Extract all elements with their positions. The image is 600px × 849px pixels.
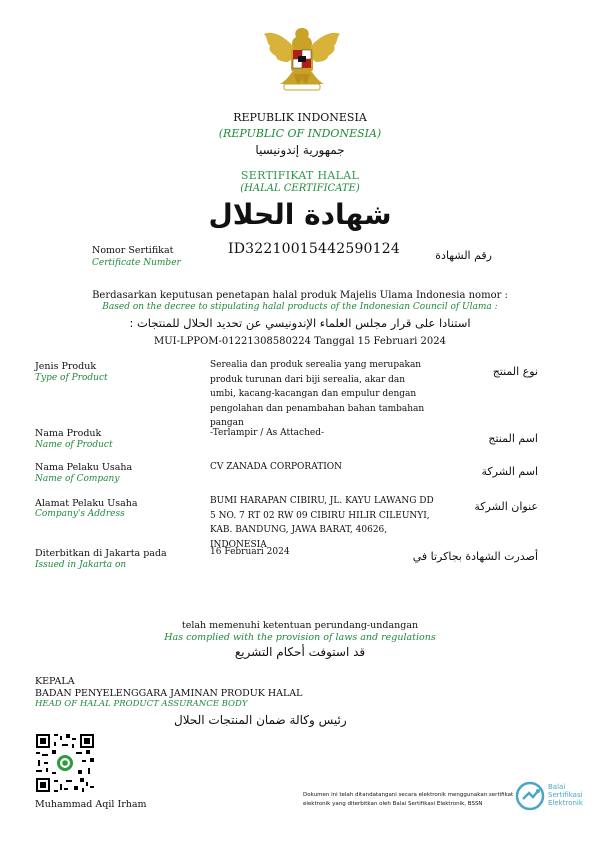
- issued-label-ar: أصدرت الشهادة بجاكرتا في: [412, 550, 538, 563]
- basis-text-en: Based on the decree to stipulating halal products of the Indonesian Council of Ulama :: [102, 302, 498, 312]
- product-name-label-ar: اسم المنتج: [488, 432, 538, 445]
- basis-text-ar: استنادا على قرار مجلس العلماء الإندونيسي عن تحديد الحلال للمنتجات :: [129, 316, 471, 330]
- e-signature-note-line1: Dokumen ini telah ditandatangani secara elektronik menggunakan sertifikat: [303, 792, 514, 798]
- qr-code-icon: [34, 732, 96, 794]
- product-type-label-en: Type of Product: [35, 373, 108, 383]
- company-name-value: CV ZANADA CORPORATION: [210, 462, 343, 472]
- compliance-text-id: telah memenuhi ketentuan perundang-undangan: [181, 620, 419, 631]
- cert-title-en: (HALAL CERTIFICATE): [240, 183, 360, 194]
- company-address-value: BUMI HARAPAN CIBIRU, JL. KAYU LAWANG DD 5 NO. 7 RT 02 RW 09 CIBIRU HILIR CILEUNYI, KAB. BANDUNG, JAWA BARAT, 40626, INDONESIA: [210, 496, 434, 550]
- country-name-id: REPUBLIK INDONESIA: [233, 111, 367, 124]
- cert-number-label-en: Certificate Number: [92, 258, 181, 268]
- company-name-label-ar: اسم الشركة: [481, 465, 538, 478]
- product-name-value: -Terlampir / As Attached-: [210, 428, 325, 438]
- e-signature-note-line2: elektronik yang diterbitkan oleh Balai Sertifikasi Elektronik, BSSN: [303, 801, 483, 807]
- product-type-label-ar: نوع المنتج: [492, 365, 538, 378]
- product-name-label: Nama Produk: [35, 428, 102, 439]
- company-name-label-en: Name of Company: [35, 474, 120, 484]
- compliance-text-en: Has complied with the provision of laws and regulations: [164, 632, 436, 643]
- bsre-logo-text: Balai Sertifikasi Elektronik: [548, 783, 583, 807]
- bsre-logo-icon: [514, 781, 546, 811]
- signatory-title-en: HEAD OF HALAL PRODUCT ASSURANCE BODY: [35, 699, 248, 709]
- product-type-label: Jenis Produk: [35, 361, 97, 372]
- product-name-label-en: Name of Product: [35, 440, 113, 450]
- company-name-label: Nama Pelaku Usaha: [35, 462, 133, 473]
- country-name-ar: جمهورية إندونيسيا: [255, 143, 345, 157]
- issued-label: Diterbitkan di Jakarta pada: [35, 548, 167, 559]
- cert-number-label-ar: رقم الشهادة: [435, 249, 492, 262]
- product-type-value: Serealia dan produk serealia yang merupakan produk turunan dari biji serealia, akar dan umbi, kacang-kacangan dan empulur dengan pengolahan dan penambahan bahan tambahan pangan: [210, 360, 425, 428]
- company-address-label-ar: عنوان الشركة: [474, 500, 538, 513]
- basis-text-id: Berdasarkan keputusan penetapan halal produk Majelis Ulama Indonesia nomor :: [92, 290, 508, 301]
- country-name-en: (REPUBLIC OF INDONESIA): [218, 127, 382, 140]
- garuda-emblem-icon: [262, 22, 342, 94]
- compliance-text-ar: قد استوفت أحكام التشريع: [234, 645, 366, 659]
- company-address-label: Alamat Pelaku Usaha: [35, 498, 138, 509]
- issued-label-en: Issued in Jakarta on: [35, 560, 127, 570]
- company-address-label-en: Company's Address: [35, 509, 125, 519]
- signatory-title-2: BADAN PENYELENGGARA JAMINAN PRODUK HALAL: [35, 688, 303, 699]
- signatory-name: Muhammad Aqil Irham: [35, 799, 147, 810]
- signatory-title-1: KEPALA: [35, 676, 75, 687]
- issued-value: 16 Februari 2024: [210, 547, 290, 557]
- signatory-title-ar: رئيس وكالة ضمان المنتجات الحلال: [174, 713, 347, 727]
- cert-number-value: ID32210015442590124: [228, 241, 400, 257]
- cert-title-ar: شهادة الحلال: [208, 198, 392, 231]
- cert-title-id: SERTIFIKAT HALAL: [240, 169, 360, 182]
- decree-number: MUI-LPPOM-01221308580224 Tanggal 15 Februari 2024: [153, 336, 446, 347]
- cert-number-label: Nomor Sertifikat: [92, 245, 174, 256]
